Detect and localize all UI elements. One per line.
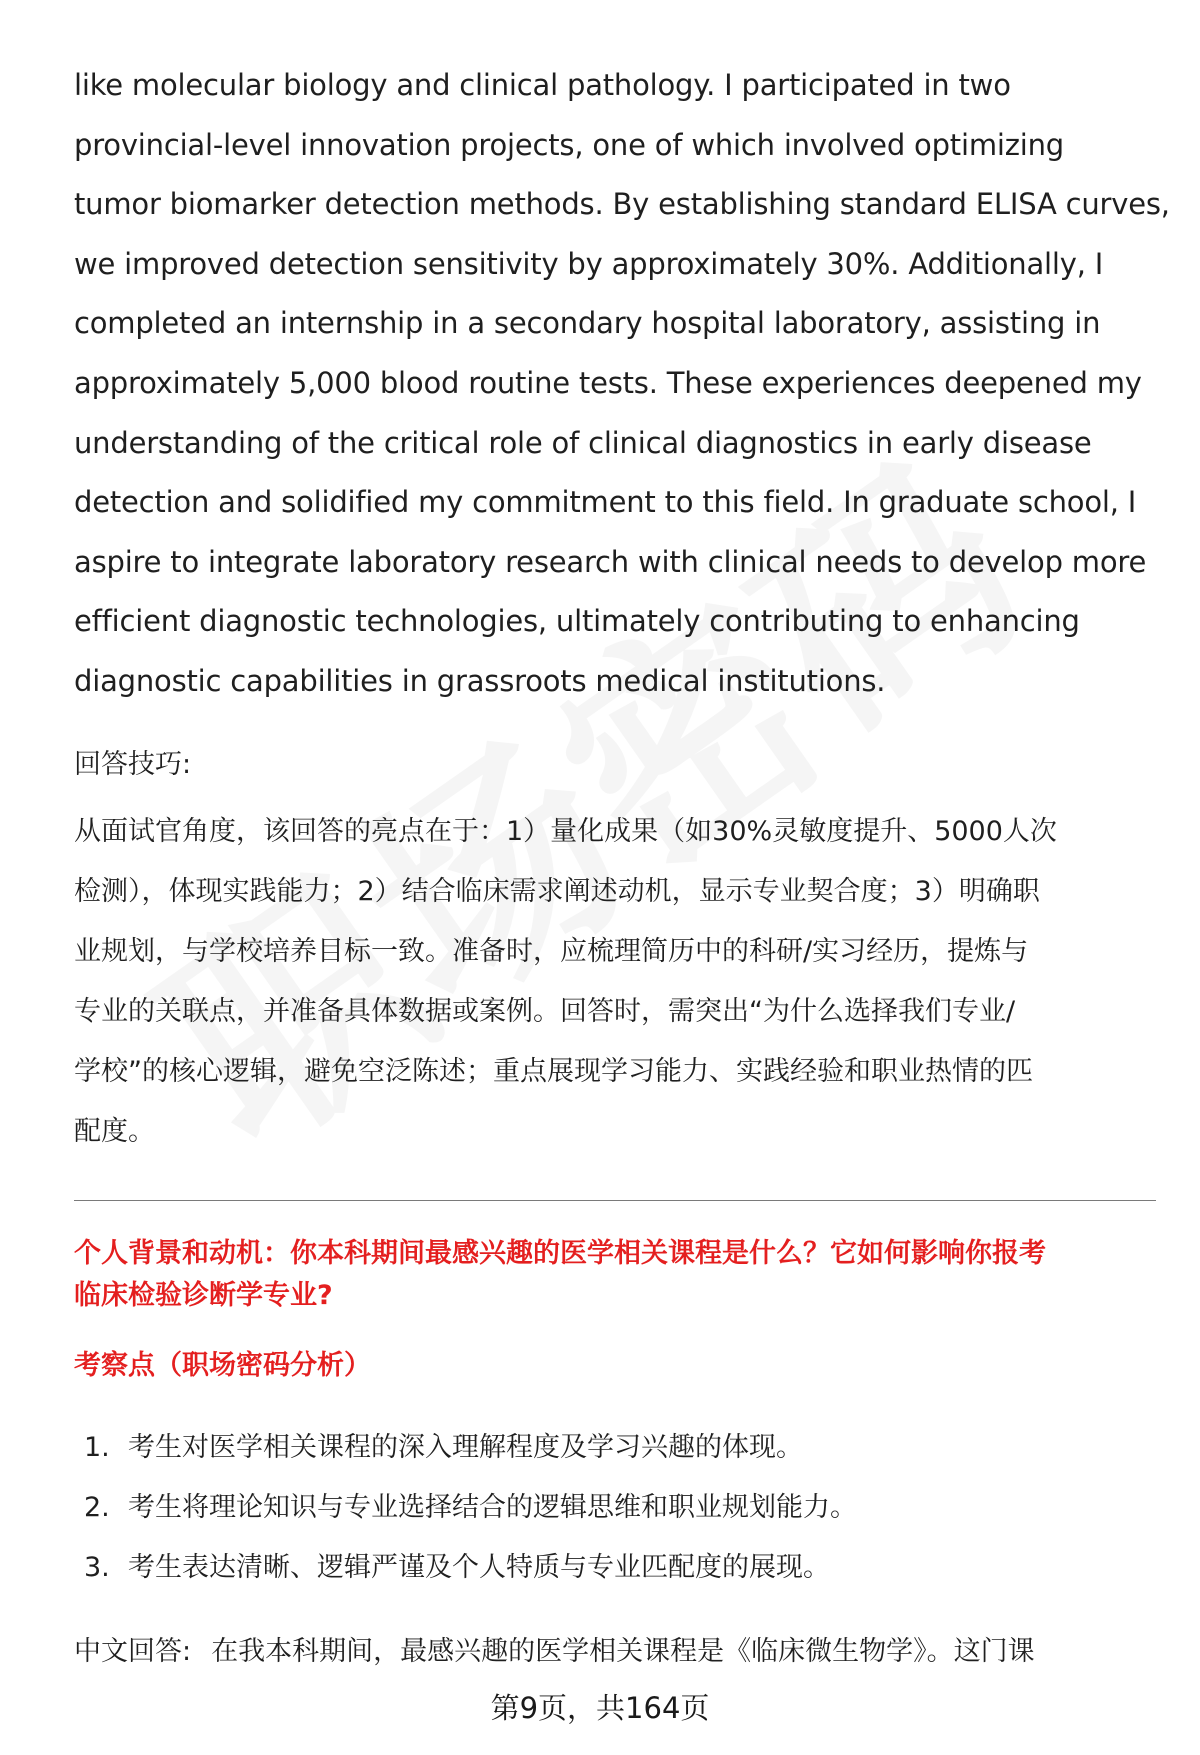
section-divider [74,1200,1156,1201]
list-item-number: 3. [84,1552,110,1583]
list-item [84,1478,857,1538]
page-number-footer: 第9页，共164页 [490,1691,710,1725]
paragraph-line: 从面试官角度，该回答的亮点在于：1）量化成果（如30%灵敏度提升、5000人次 [74,816,1057,847]
list-item-text: 考生表达清晰、逻辑严谨及个人特质与专业匹配度的展现。 [128,1552,830,1583]
list-item-text: 考生对医学相关课程的深入理解程度及学习兴趣的体现。 [128,1432,803,1463]
paragraph-line: like molecular biology and clinical pathology. I participated in two [74,68,1011,102]
paragraph-line: understanding of the critical role of clinical diagnostics in early disease [74,425,1092,460]
list-item-number: 1. [84,1432,110,1463]
english-answer-paragraph [74,56,1170,712]
tips-paragraph [74,802,1154,1162]
list-item [84,1538,857,1598]
question-heading [74,1233,1164,1317]
paragraph-line: aspire to integrate laboratory research with clinical needs to develop more [74,544,1147,579]
paragraph-line: completed an internship in a secondary hospital laboratory, assisting in [74,306,1101,341]
paragraph-line: 配度。 [74,1116,155,1147]
analysis-heading: 考察点（职场密码分析） [74,1350,371,1381]
paragraph-line: tumor biomarker detection methods. By establishing standard ELISA curves, [74,187,1170,222]
paragraph-line: approximately 5,000 blood routine tests. These experiences deepened my [74,365,1142,400]
paragraph-line: detection and solidified my commitment to this field. In graduate school, I [74,485,1137,520]
chinese-answer-start [74,1630,1035,1674]
paragraph-line: provincial-level innovation projects, one of which involved optimizing [74,127,1064,162]
paragraph-line: 学校”的核心逻辑，避免空泛陈述；重点展现学习能力、实践经验和职业热情的匹 [74,1056,1033,1087]
analysis-points-list [84,1418,857,1598]
paragraph-line: diagnostic capabilities in grassroots medical institutions. [74,663,886,698]
paragraph-line: we improved detection sensitivity by approximately 30%. Additionally, I [74,246,1104,281]
question-line: 个人背景和动机：你本科期间最感兴趣的医学相关课程是什么？它如何影响你报考 [74,1238,1046,1269]
list-item-number: 2. [84,1492,110,1523]
question-line: 临床检验诊断学专业? [74,1280,333,1311]
chinese-answer-text: 在我本科期间，最感兴趣的医学相关课程是《临床微生物学》。这门课 [211,1636,1035,1667]
chinese-answer-label: 中文回答: [74,1636,192,1667]
list-item [84,1418,857,1478]
paragraph-line: efficient diagnostic technologies, ultimately contributing to enhancing [74,604,1080,639]
paragraph-line: 专业的关联点，并准备具体数据或案例。回答时，需突出“为什么选择我们专业/ [74,996,1016,1027]
tips-label: 回答技巧: [74,749,192,780]
list-item-text: 考生将理论知识与专业选择结合的逻辑思维和职业规划能力。 [128,1492,857,1523]
paragraph-line: 业规划，与学校培养目标一致。准备时，应梳理简历中的科研/实习经历，提炼与 [74,936,1029,967]
paragraph-line: 检测），体现实践能力；2）结合临床需求阐述动机，显示专业契合度；3）明确职 [74,876,1040,907]
